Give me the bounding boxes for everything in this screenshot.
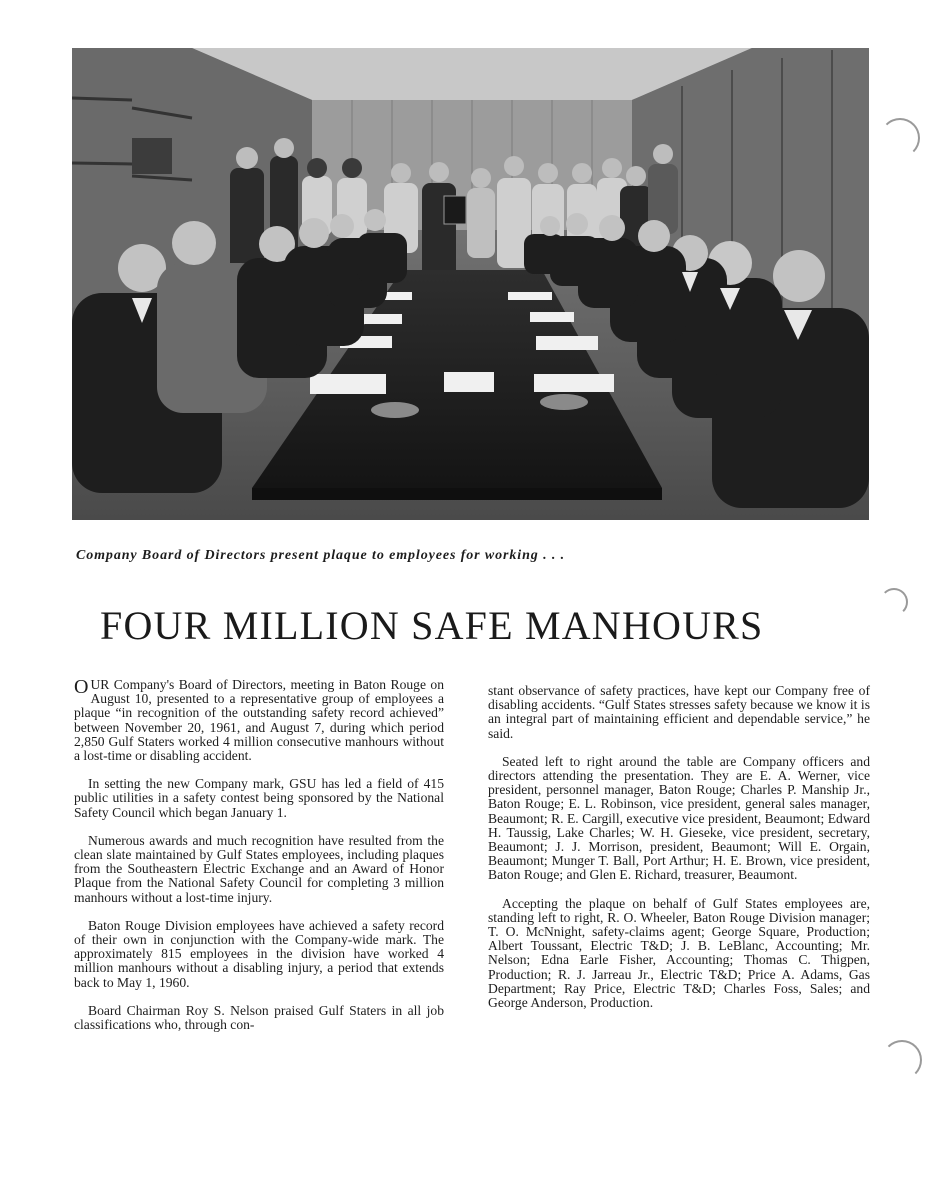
- drop-cap: O: [74, 676, 89, 698]
- board-photo: [72, 48, 869, 520]
- article-paragraph: Accepting the plaque on behalf of Gulf States employees are, standing left to right, R. O. Wheeler, Baton Rouge Division manager; T. O. McNnight, safety-claims agent; George Square, Production; Albert Toussant, Electric T&D; J. B. LeBlanc, Accounting; Mr. Nelson; Edna Earle Fisher, Accounting; Thomas C. Thigpen, Production; R. J. Jarreau Jr., Electric T&D; Price A. Adams, Gas Department; Ray Price, Electric T&D; Charles Foss, Sales; and George Anderson, Production.: [488, 895, 870, 1011]
- photo-caption: Company Board of Directors present plaque to employees for working . . .: [76, 548, 566, 563]
- binder-hole-mark: [880, 588, 908, 616]
- article-paragraph: Numerous awards and much recognition have resulted from the clean slate maintained by Gulf States employees, including plaques from the Southeastern Electric Exchange and an Award of Honor Plaque from the National Safety Council for completing 3 million manhours without a lost-time injury.: [74, 832, 444, 905]
- article-paragraph: Baton Rouge Division employees have achieved a safety record of their own in conjunction with the Company-wide mark. The approximately 815 employees in the division have worked 4 million manhours without a disabling injury, a period that extends back to May 1, 1960.: [74, 917, 444, 990]
- article-paragraph: Seated left to right around the table are Company officers and directors attending the presentation. They are E. A. Werner, vice president, personnel manager, Baton Rouge; Charles P. Manship Jr., Baton Rouge; E. L. Robinson, vice president, general sales manager, Beaumont; R. E. Cargill, executive vice president, Beaumont; Edward H. Taussig, Lake Charles; W. H. Gieseke, vice president, secretary, Beaumont; J. J. Morrison, president, Beaumont; Will E. Orgain, Beaumont; Munger T. Ball, Port Arthur; H. E. Brown, vice president, Baton Rouge; and Glen E. Richard, treasurer, Beaumont.: [488, 753, 870, 883]
- article-paragraph: Board Chairman Roy S. Nelson praised Gulf Staters in all job classifications who, through con-: [74, 1002, 444, 1033]
- headline: FOUR MILLION SAFE MANHOURS: [100, 603, 764, 648]
- article-paragraph-text: UR Company's Board of Directors, meeting in Baton Rouge on August 10, presented to a representative group of employees a plaque “in recognition of the outstanding safety record achieved” between November 20, 1961, and August 7, during which period 2,850 Gulf Staters worked 4 million consecutive manhours without a lost-time or disabling accident.: [74, 677, 444, 764]
- article-left-column: [74, 678, 444, 1046]
- article-paragraph: [74, 678, 444, 763]
- article-paragraph: In setting the new Company mark, GSU has led a field of 415 public utilities in a safety contest being sponsored by the National Safety Council which began January 1.: [74, 776, 444, 820]
- binder-hole-mark: [882, 1040, 922, 1080]
- article-right-column: [488, 684, 870, 1024]
- board-photo-illustration: [72, 48, 869, 520]
- article-paragraph: stant observance of safety practices, have kept our Company free of disabling accidents. “Gulf States stresses safety because we know it is an integral part of maintaining efficient and dependable service,” he said.: [488, 683, 870, 741]
- binder-hole-mark: [880, 118, 920, 158]
